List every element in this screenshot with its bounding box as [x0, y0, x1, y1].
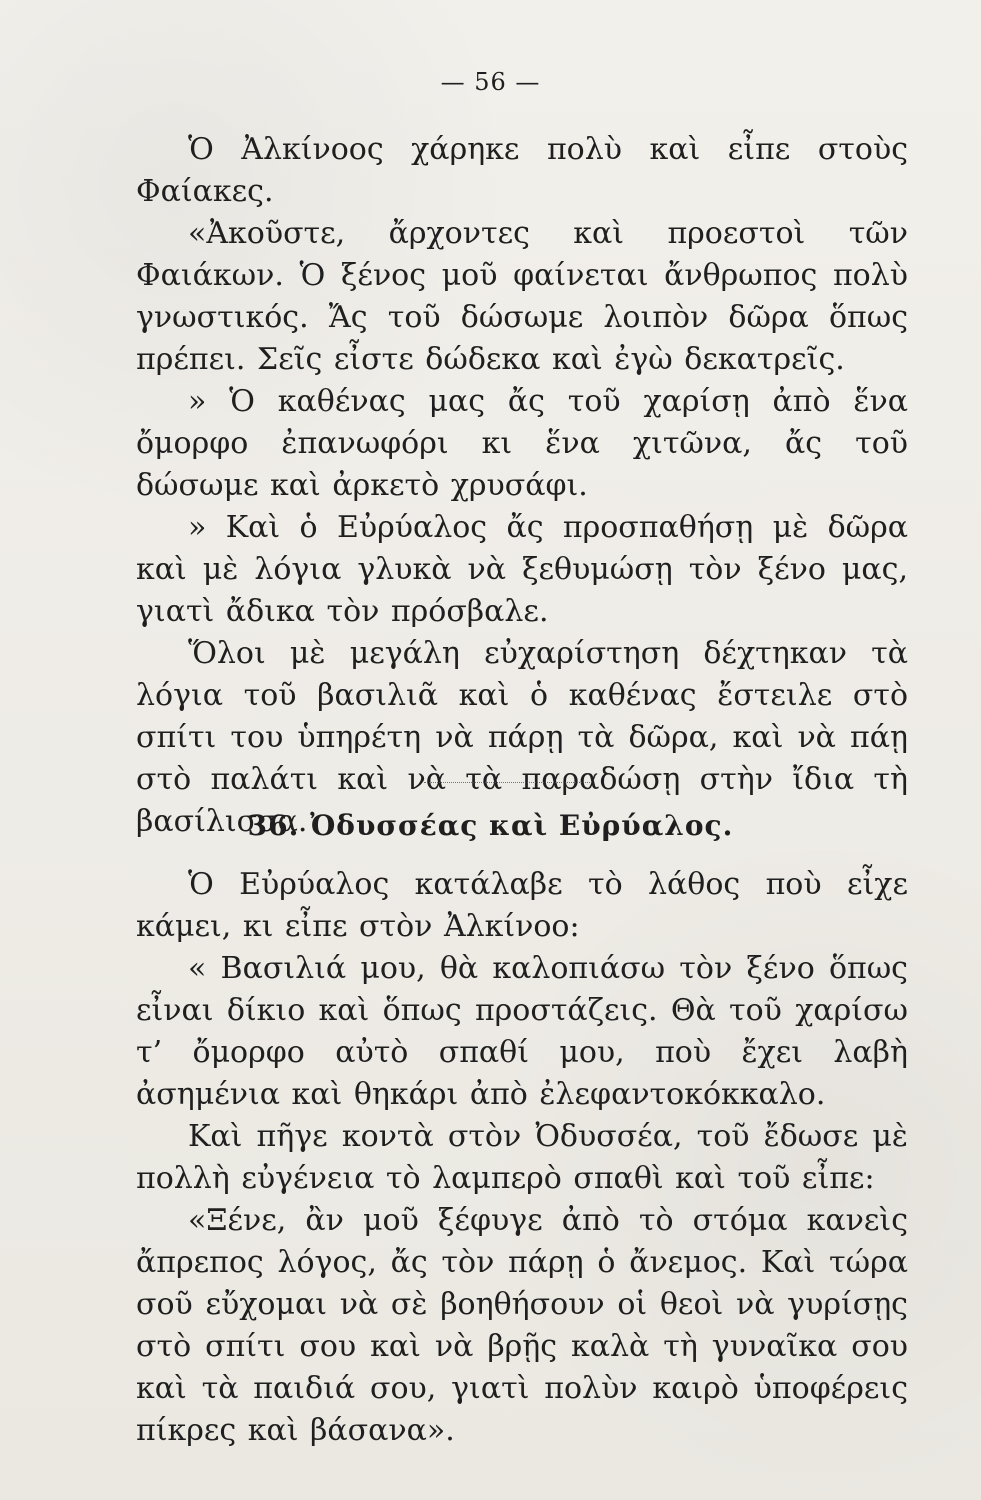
- section-heading: 36. Ὀδυσσέας καὶ Εὐρύαλος.: [247, 809, 734, 842]
- section-separator: [424, 782, 592, 783]
- paragraph: Ὅλοι μὲ μεγάλη εὐχαρίστηση δέχτηκαν τὰ λόγια τοῦ βασιλιᾶ καὶ ὁ καθένας ἔστειλε στὸ σπίτι του ὑπηρέτη νὰ πάρῃ τὰ δῶρα, καὶ νὰ πάῃ στὸ παλάτι καὶ νὰ τὰ παραδώσῃ στὴν ἴδια τὴ βασίλισσα.: [136, 636, 908, 839]
- top-text-block: [136, 129, 908, 843]
- paragraph: «Ἀκοῦστε, ἄρχοντες καὶ προεστοὶ τῶν Φαιάκων. Ὁ ξένος μοῦ φαίνεται ἄνθρωπος πολὺ γνωστικός. Ἄς τοῦ δώσωμε λοιπὸν δῶρα ὅπως πρέπει. Σεῖς εἶστε δώδεκα καὶ ἐγὼ δεκατρεῖς.: [136, 216, 908, 377]
- bottom-text-block: [136, 864, 908, 1452]
- paragraph: «Ξένε, ἂν μοῦ ξέφυγε ἀπὸ τὸ στόμα κανεὶς ἄπρεπος λόγος, ἄς τὸν πάρῃ ὁ ἄνεμος. Καὶ τώρα σοῦ εὔχομαι νὰ σὲ βοηθήσουν οἱ θεοὶ νὰ γυρίσῃς στὸ σπίτι σου καὶ νὰ βρῇς καλὰ τὴ γυναῖκα σου καὶ τὰ παιδιά σου, γιατὶ πολὺν καιρὸ ὑποφέρεις πίκρες καὶ βάσανα».: [136, 1203, 908, 1448]
- page-number: — 56 —: [440, 68, 541, 96]
- paragraph: Ὁ Ἀλκίνοος χάρηκε πολὺ καὶ εἶπε στοὺς Φαίακες.: [136, 132, 908, 209]
- paragraph: » Ὁ καθένας μας ἄς τοῦ χαρίσῃ ἀπὸ ἕνα ὄμορφο ἐπανωφόρι κι ἕνα χιτῶνα, ἄς τοῦ δώσωμε καὶ ἀρκετὸ χρυσάφι.: [136, 384, 908, 503]
- paragraph: « Βασιλιά μου, θὰ καλοπιάσω τὸν ξένο ὅπως εἶναι δίκιο καὶ ὅπως προστάζεις. Θὰ τοῦ χαρίσω τ’ ὄμορφο αὐτὸ σπαθί μου, ποὺ ἔχει λαβὴ ἀσημένια καὶ θηκάρι ἀπὸ ἐλεφαντοκόκκαλο.: [136, 951, 908, 1112]
- paragraph: » Καὶ ὁ Εὐρύαλος ἄς προσπαθήσῃ μὲ δῶρα καὶ μὲ λόγια γλυκὰ νὰ ξεθυμώσῃ τὸν ξένο μας, γιατὶ ἄδικα τὸν πρόσβαλε.: [136, 510, 908, 629]
- paragraph: Καὶ πῆγε κοντὰ στὸν Ὀδυσσέα, τοῦ ἔδωσε μὲ πολλὴ εὐγένεια τὸ λαμπερὸ σπαθὶ καὶ τοῦ εἶπε:: [136, 1119, 908, 1196]
- paragraph: Ὁ Εὐρύαλος κατάλαβε τὸ λάθος ποὺ εἶχε κάμει, κι εἶπε στὸν Ἀλκίνοο:: [136, 867, 908, 944]
